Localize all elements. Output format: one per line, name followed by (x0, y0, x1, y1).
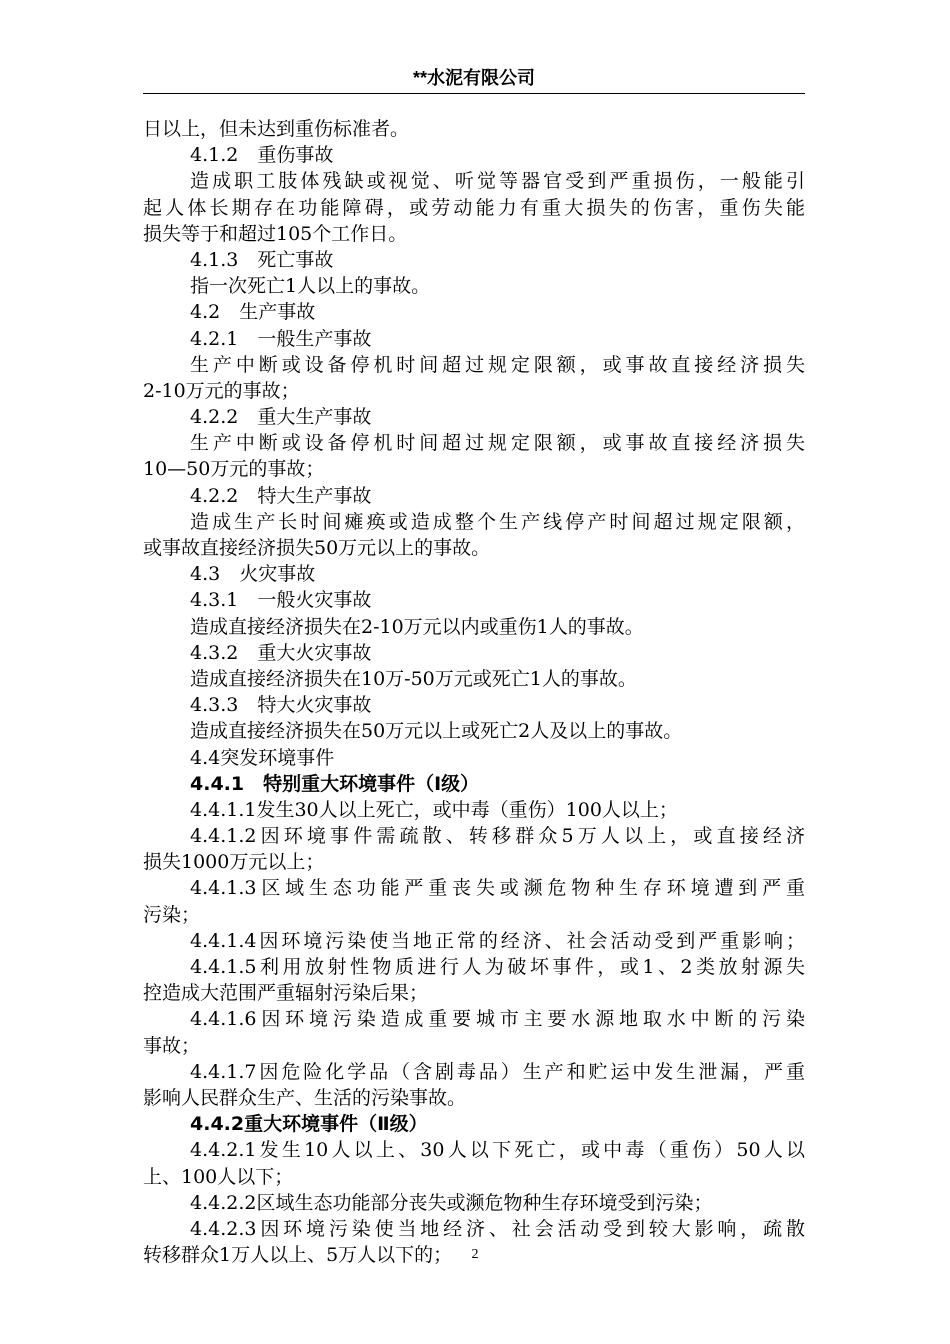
text-line: 4.4.1.1发生30人以上死亡，或中毒（重伤）100人以上； (190, 798, 678, 821)
text-line: 损失1000万元以上； (143, 851, 325, 874)
text-line: 造成直接经济损失在2-10万元以内或重伤1人的事故。 (190, 615, 644, 638)
text-line: 上、100人以下； (143, 1165, 294, 1188)
text-line: 造成职工肢体残缺或视觉、听觉等器官受到严重损伤，一般能引 (190, 170, 805, 193)
text-line: 4.3.1 一般火灾事故 (190, 589, 372, 612)
text-line: 4.4突发环境事件 (190, 746, 335, 769)
section-heading: 4.4.1 特别重大环境事件（Ⅰ级） (190, 772, 480, 795)
text-line: 4.4.2.2区域生态功能部分丧失或濒危物种生存环境受到污染； (190, 1191, 713, 1214)
text-line: 指一次死亡1人以上的事故。 (190, 275, 431, 298)
text-line: 4.4.1.5利用放射性物质进行人为破坏事件，或1、2类放射源失 (190, 956, 805, 978)
page-header-company: **水泥有限公司 (412, 68, 535, 88)
text-line: 4.3.3 特大火灾事故 (190, 694, 372, 717)
text-line: 污染； (143, 903, 201, 926)
text-line: 4.4.1.7因危险化学品（含剧毒品）生产和贮运中发生泄漏，严重 (190, 1060, 805, 1083)
text-line: 造成生产长时间瘫痪或造成整个生产线停产时间超过规定限额， (190, 510, 805, 533)
text-line: 造成直接经济损失在10万-50万元或死亡1人的事故。 (190, 667, 637, 690)
text-line: 4.1.2 重伤事故 (190, 144, 334, 167)
header-divider (143, 93, 805, 94)
document-body (143, 116, 805, 1268)
text-line: 转移群众1万人以上、5万人以下的； (143, 1244, 453, 1267)
text-line: 4.2 生产事故 (190, 301, 316, 324)
text-line: 生产中断或设备停机时间超过规定限额，或事故直接经济损失 (190, 432, 805, 455)
text-line: 损失等于和超过105个工作日。 (143, 222, 408, 245)
text-line: 4.4.1.2因环境事件需疏散、转移群众5万人以上，或直接经济 (190, 825, 805, 848)
text-line: 4.4.1.6因环境污染造成重要城市主要水源地取水中断的污染 (190, 1008, 805, 1031)
text-line: 4.4.1.4因环境污染使当地正常的经济、社会活动受到严重影响； (190, 929, 805, 952)
text-line: 事故； (143, 1034, 201, 1057)
page-number: 2 (471, 1247, 479, 1262)
text-line: 4.2.1 一般生产事故 (190, 327, 372, 350)
text-line: 控造成大范围严重辐射污染后果； (143, 982, 429, 1005)
text-line: 起人体长期存在功能障碍，或劳动能力有重大损失的伤害，重伤失能 (143, 196, 805, 219)
text-line: 4.2.2 特大生产事故 (190, 484, 372, 507)
text-line: 生产中断或设备停机时间超过规定限额，或事故直接经济损失 (190, 353, 805, 376)
text-line: 2-10万元的事故； (143, 379, 300, 402)
text-line: 4.3 火灾事故 (190, 563, 316, 586)
text-line: 日以上，但未达到重伤标准者。 (143, 118, 410, 140)
text-line: 4.3.2 重大火灾事故 (190, 641, 372, 664)
text-line: 或事故直接经济损失50万元以上的事故。 (143, 537, 491, 559)
text-line: 4.1.3 死亡事故 (190, 248, 334, 271)
text-line: 4.4.2.1发生10人以上、30人以下死亡，或中毒（重伤）50人以 (190, 1139, 805, 1162)
text-line: 4.4.1.3区域生态功能严重丧失或濒危物种生存环境遭到严重 (190, 877, 805, 900)
text-line: 影响人民群众生产、生活的污染事故。 (143, 1086, 467, 1109)
section-heading: 4.4.2重大环境事件（Ⅱ级） (190, 1113, 428, 1136)
text-line: 10—50万元的事故； (143, 458, 325, 481)
text-line: 4.4.2.3因环境污染使当地经济、社会活动受到较大影响，疏散 (190, 1217, 805, 1240)
text-line: 4.2.2 重大生产事故 (190, 406, 372, 429)
text-line: 造成直接经济损失在50万元以上或死亡2人及以上的事故。 (190, 720, 683, 743)
